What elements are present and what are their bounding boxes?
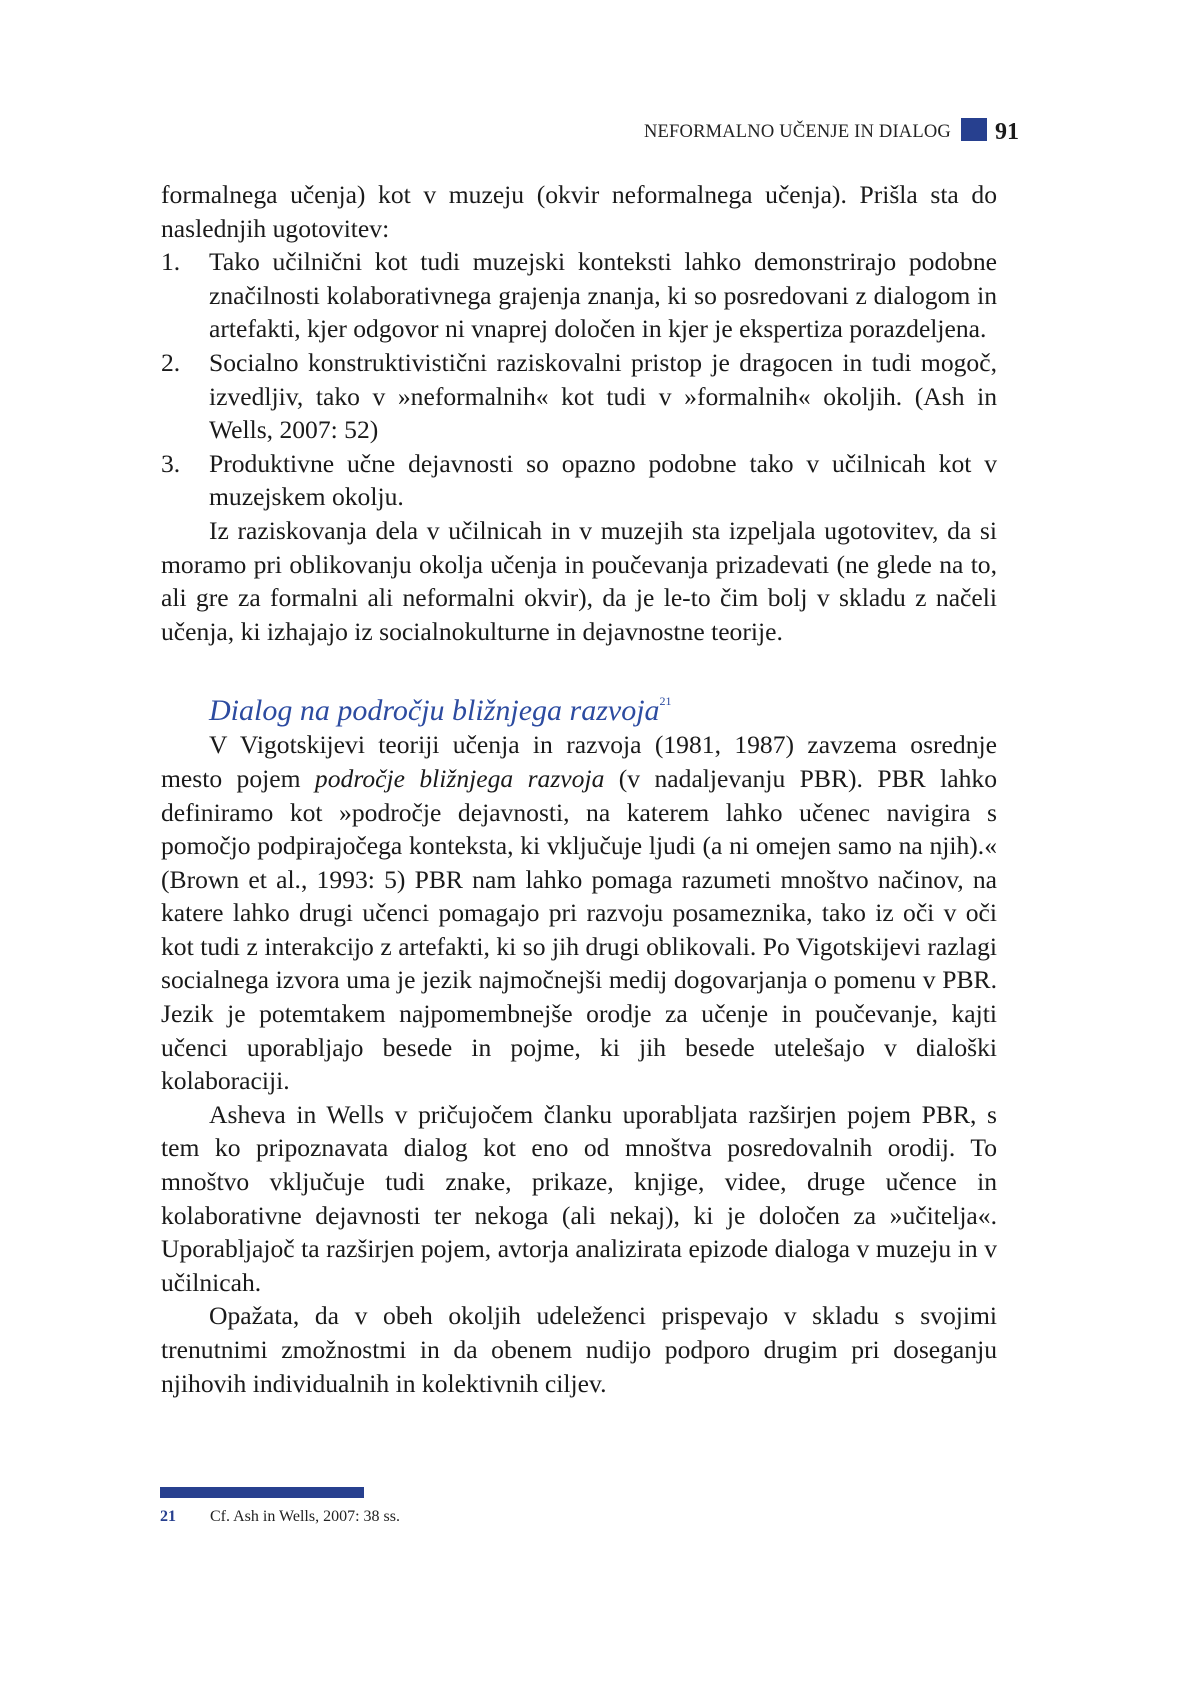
footnote (160, 1508, 400, 1526)
running-title: NEFORMALNO UČENJE IN DIALOG (643, 121, 951, 142)
main-text (161, 178, 997, 1400)
list-number: 1. (161, 247, 181, 277)
findings-list (161, 245, 997, 514)
list-item (161, 346, 997, 447)
paragraph: Opažata, da v obeh okoljih udeleženci prispevajo v skladu s svojimi trenutnimi zmožnostmi in da obenem nudijo podporo drugim pri doseganju njihovih individualnih in kolektivnih ciljev. (161, 1301, 997, 1398)
running-header (644, 118, 1019, 146)
paragraph-text: (v nadaljevanju PBR). PBR lahko definiramo kot »področje dejavnosti, na katerem lahko učenec navigira s pomočjo podpirajočega konteksta, ki vključuje ljudi (a ni omejen samo na njih).« (Brown et al., 1993: 5) PBR nam lahko pomaga razumeti mnoštvo načinov, na katere lahko drugi učenci pomagajo pri razvoju posameznika, tako iz oči v oči kot tudi z interakcijo z artefakti, ki so jih drugi oblikovali. Po Vigotskijevi razlagi socialnega izvora uma je jezik najmočnejši medij dogovarjanja o pomenu v PBR. Jezik je potemtakem najpomembnejše orodje za učenje in poučevanje, kajti učenci uporabljajo besede in pojme, ki jih besede utelešajo v dialoški kolaboraciji. (161, 763, 997, 1096)
list-item-text: Produktivne učne dejavnosti so opazno podobne tako v učilnicah kot v muzejskem okolju. (209, 448, 997, 512)
italic-term: področje bližnjega razvoja (314, 763, 605, 793)
list-item (161, 447, 997, 514)
paragraph (161, 728, 997, 1098)
list-item-text: Socialno konstruktivistični raziskovalni pristop je dragocen in tudi mogoč, izvedljiv, tako v »neformalnih« kot tudi v »formalnih« okoljih. (Ash in Wells, 2007: 52) (209, 347, 997, 445)
page-number: 91 (995, 118, 1019, 145)
footnote-text: Cf. Ash in Wells, 2007: 38 ss. (210, 1508, 400, 1525)
footnote-number: 21 (160, 1508, 176, 1525)
intro-paragraph: formalnega učenja) kot v muzeju (okvir neformalnega učenja). Prišla sta do naslednjih ugotovitev: (161, 180, 997, 243)
list-number: 2. (161, 347, 181, 377)
section-heading-text: Dialog na področju bližnjega razvoja (209, 694, 660, 728)
paragraph: Iz raziskovanja dela v učilnicah in v muzejih sta izpeljala ugotovitev, da si moramo pri oblikovanju okolja učenja in poučevanja prizadevati (ne glede na to, ali gre za formalni ali neformalni okvir), da je le-to čim bolj v skladu z načeli učenja, ki izhajajo iz socialnokulturne in dejavnostne teorije. (161, 515, 997, 646)
paragraph: Asheva in Wells v pričujočem članku uporabljata razširjen pojem PBR, s tem ko pripoznavata dialog kot eno od mnoštva posredovalnih orodij. To mnoštvo vključuje tudi znake, prikaze, knjige, videe, druge učence in kolaborativne dejavnosti ter nekoga (ali nekaj), ki je določen za »učitelja«. Uporabljajoč ta razširjen pojem, avtorja analizirata epizode dialoga v muzeju in v učilnicah. (161, 1099, 997, 1297)
footnote-divider (160, 1487, 364, 1498)
list-item-text: Tako učilnični kot tudi muzejski konteksti lahko demonstrirajo podobne značilnosti kolaborativnega grajenja znanja, ki so posredovani z dialogom in artefakti, kjer odgovor ni vnaprej določen in kjer je ekspertiza porazdeljena. (209, 247, 997, 344)
list-item (161, 245, 997, 346)
section-heading (209, 684, 997, 728)
list-number: 3. (161, 448, 181, 478)
footnote-ref[interactable]: 21 (659, 694, 672, 709)
paragraph-text: V Vigotskijevi teoriji učenja in razvoja (1981, 1987) zavzema osrednje mesto pojem (161, 730, 997, 793)
header-accent-square (961, 118, 987, 141)
